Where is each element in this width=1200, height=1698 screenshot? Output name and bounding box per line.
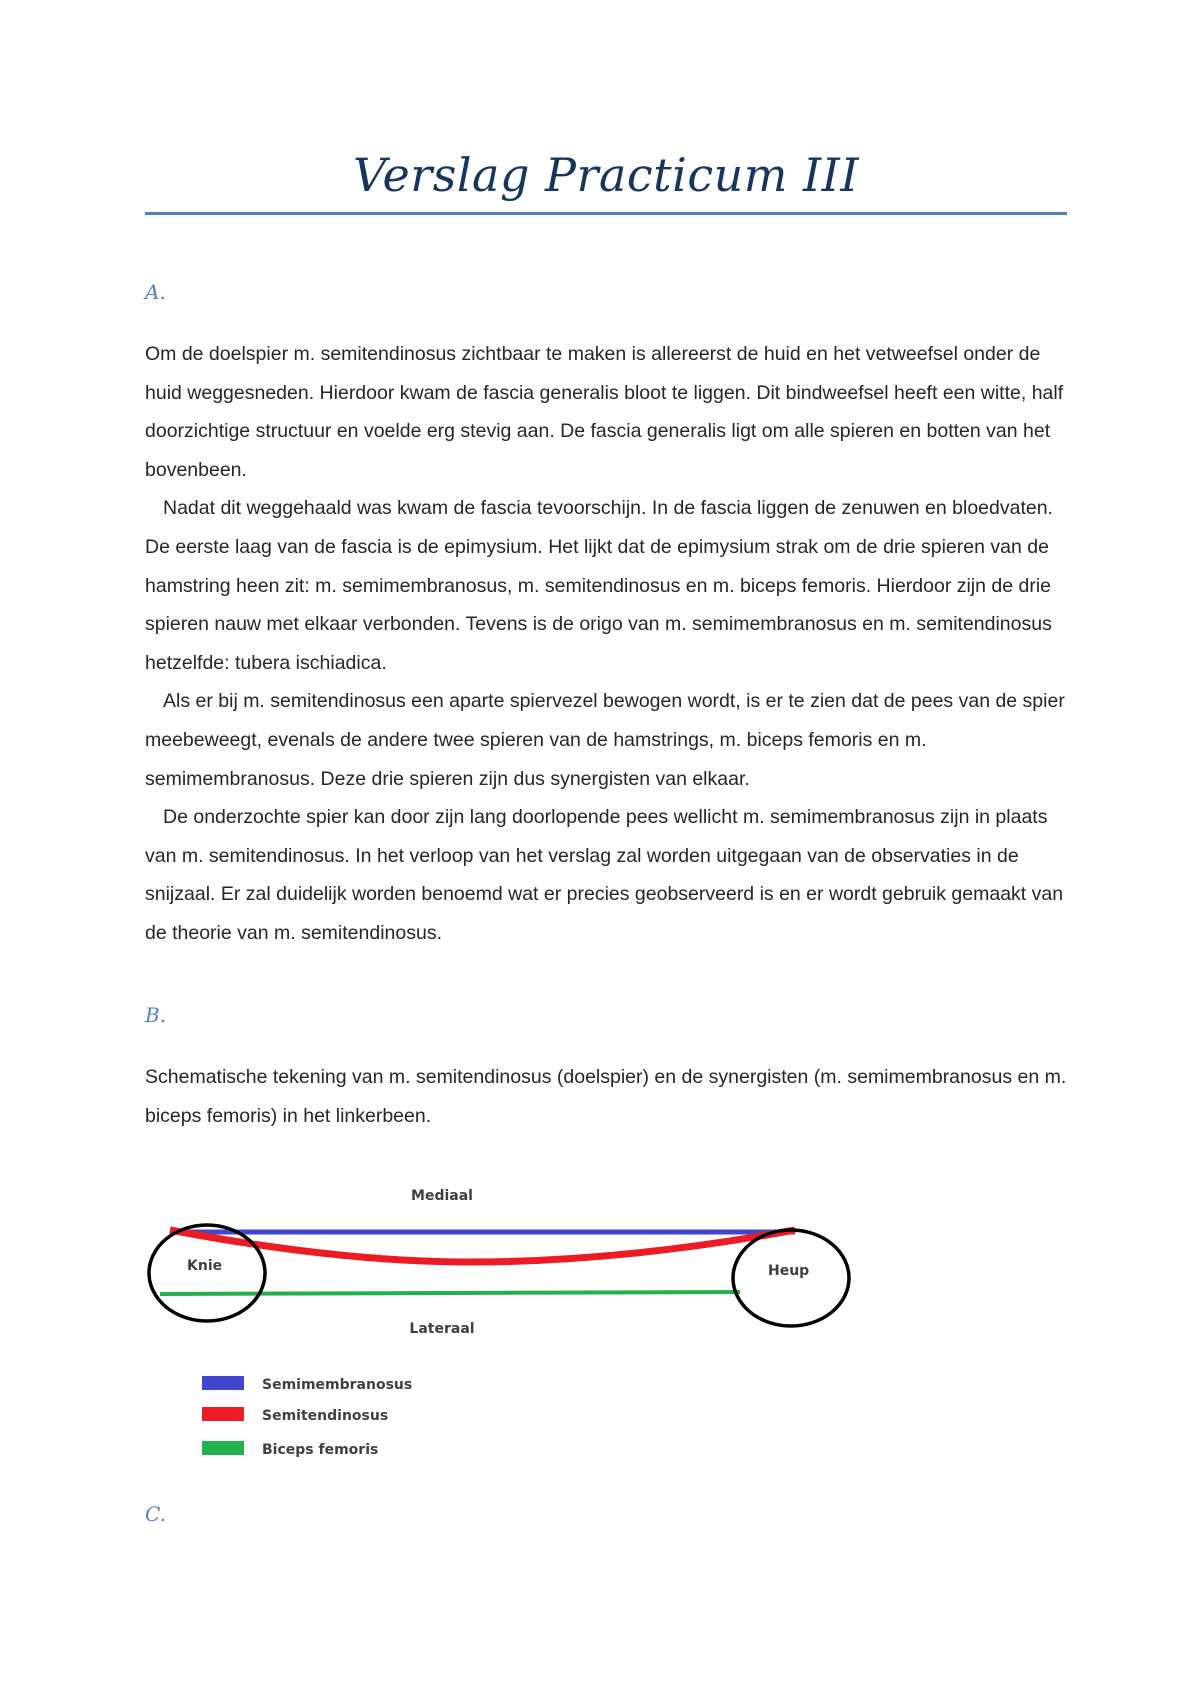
- document-title: Verslag Practicum III: [353, 148, 859, 202]
- label-heup: Heup: [768, 1263, 810, 1279]
- label-mediaal: Mediaal: [411, 1188, 473, 1204]
- legend-swatch-biceps-femoris: [202, 1441, 244, 1455]
- legend-label-semimembranosus: Semimembranosus: [262, 1377, 413, 1393]
- muscle-diagram-svg: [0, 1170, 1200, 1490]
- section-a-paragraph-3: Als er bij m. semitendinosus een aparte spiervezel bewogen wordt, is er te zien dat de pees van de spier meebeweegt, evenals de andere twee spieren van de hamstrings, m. biceps femoris en m. semimembranosus. Deze drie spieren zijn dus synergisten van elkaar.: [145, 690, 1065, 790]
- label-knie: Knie: [187, 1258, 223, 1274]
- section-a-paragraph-2: Nadat dit weggehaald was kwam de fascia tevoorschijn. In de fascia liggen de zenuwen en bloedvaten. De eerste laag van de fascia is de epimysium. Het lijkt dat de epimysium strak om de drie spieren van de hamstring heen zit: m. semimembranosus, m. semitendinosus en m. biceps femoris. Hierdoor zijn de drie spieren nauw met elkaar verbonden. Tevens is de origo van m. semimembranosus en m. semitendinosus hetzelfde: tubera ischiadica.: [145, 497, 1053, 674]
- section-b-body: [145, 1058, 1075, 1135]
- section-b-paragraph-1: Schematische tekening van m. semitendinosus (doelspier) en de synergisten (m. semimembranosus en m. biceps femoris) in het linkerbeen.: [145, 1066, 1067, 1127]
- section-a-body: [145, 335, 1075, 953]
- label-lateraal: Lateraal: [409, 1321, 475, 1337]
- legend-swatch-semitendinosus: [202, 1407, 244, 1421]
- section-a-paragraph-1: Om de doelspier m. semitendinosus zichtbaar te maken is allereerst de huid en het vetweefsel onder de huid weggesneden. Hierdoor kwam de fascia generalis bloot te liggen. Dit bindweefsel heeft een witte, half doorzichtige structuur en voelde erg stevig aan. De fascia generalis ligt om alle spieren en botten van het bovenbeen.: [145, 343, 1064, 481]
- muscle-diagram: [0, 1170, 1200, 1490]
- biceps-femoris-line: [160, 1292, 740, 1294]
- section-b-heading: B.: [145, 1003, 167, 1027]
- legend-label-biceps-femoris: Biceps femoris: [262, 1442, 379, 1458]
- section-a-paragraph-4: De onderzochte spier kan door zijn lang doorlopende pees wellicht m. semimembranosus zijn in plaats van m. semitendinosus. In het verloop van het verslag zal worden uitgegaan van de observaties in de snijzaal. Er zal duidelijk worden benoemd wat er precies geobserveerd is en er wordt gebruik gemaakt van de theorie van m. semitendinosus.: [145, 806, 1064, 944]
- section-c-heading: C.: [145, 1502, 166, 1526]
- title-underline: [145, 212, 1067, 215]
- legend-swatch-semimembranosus: [202, 1376, 244, 1390]
- legend-label-semitendinosus: Semitendinosus: [262, 1408, 389, 1424]
- section-a-heading: A.: [145, 280, 166, 304]
